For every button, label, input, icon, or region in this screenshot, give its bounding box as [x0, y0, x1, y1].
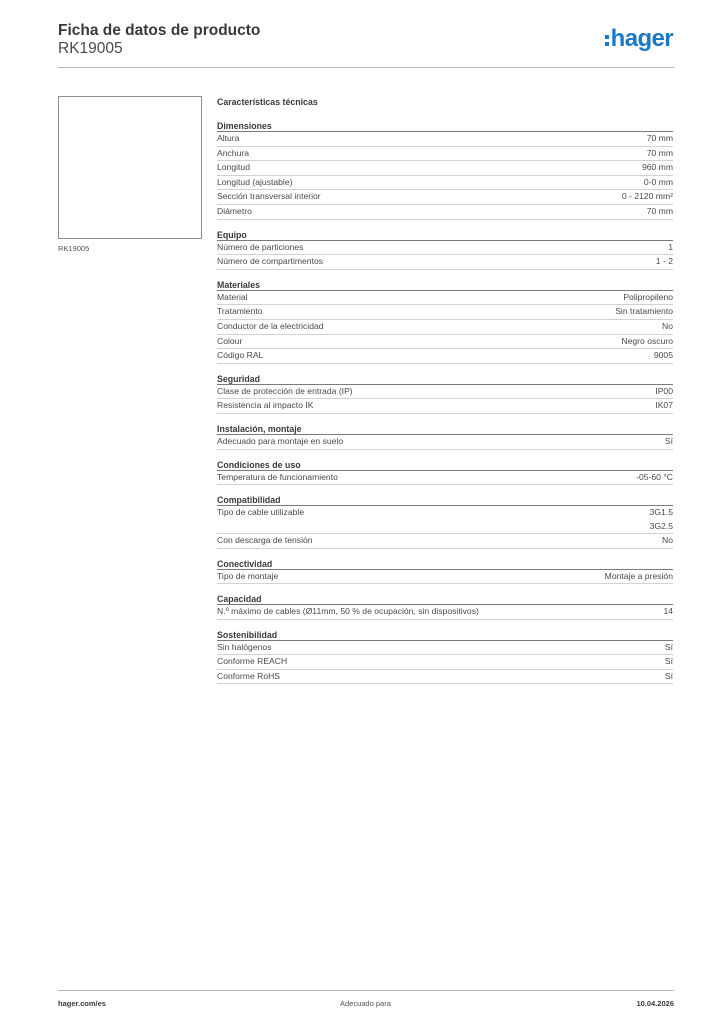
product-image-caption: RK19005 [58, 244, 90, 253]
logo-dots-icon [605, 35, 609, 46]
spec-label: Tratamiento [217, 306, 263, 317]
spec-value-text: IP00 [655, 385, 673, 396]
spec-value [665, 655, 673, 668]
spec-section [217, 593, 673, 620]
section-title: Seguridad [217, 373, 673, 385]
section-title: Instalación, montaje [217, 423, 673, 435]
spec-value-text: 0-0 mm [643, 176, 673, 187]
spec-section [217, 558, 673, 585]
spec-value-text: Polipropileno [623, 291, 673, 302]
spec-value-text: 9005 [653, 350, 673, 361]
spec-row [217, 161, 673, 176]
spec-label: Conforme RoHS [217, 670, 281, 681]
section-title: Dimensiones [217, 120, 673, 132]
spec-value-text: Sin tratamiento [615, 306, 673, 317]
spec-value [642, 161, 673, 174]
spec-value [665, 435, 673, 448]
spec-label: Clase de protección de entrada (IP) [217, 385, 353, 396]
spec-section [217, 120, 673, 220]
spec-label: Número de particiones [217, 241, 304, 252]
spec-value [644, 176, 673, 189]
spec-sections [217, 120, 673, 684]
spec-row [217, 349, 673, 364]
spec-value-text: 14 [663, 606, 673, 617]
spec-section [217, 459, 673, 486]
specs-panel [217, 96, 673, 693]
spec-section [217, 279, 673, 364]
page-footer [58, 990, 674, 1010]
spec-row [217, 147, 673, 162]
spec-row [217, 399, 673, 414]
spec-row [217, 605, 673, 620]
spec-label: Anchura [217, 147, 250, 158]
spec-section [217, 629, 673, 685]
spec-value [663, 605, 673, 618]
spec-row [217, 385, 673, 400]
spec-value [654, 349, 673, 362]
spec-section [217, 373, 673, 414]
page-header [58, 22, 674, 68]
spec-label: Con descarga de tensión [217, 534, 313, 545]
spec-label: Código RAL [217, 350, 264, 361]
section-title: Conectividad [217, 558, 673, 570]
section-title: Condiciones de uso [217, 459, 673, 471]
spec-value [647, 132, 673, 145]
spec-value [665, 670, 673, 683]
spec-row [217, 241, 673, 256]
spec-row [217, 435, 673, 450]
spec-section [217, 494, 673, 548]
spec-row [217, 655, 673, 670]
spec-value [656, 255, 673, 268]
spec-value [623, 291, 673, 304]
spec-value [622, 190, 673, 203]
spec-value-text: 1 [668, 241, 673, 252]
spec-value [662, 534, 673, 547]
spec-value-text: 3G1.5 [649, 507, 673, 518]
spec-row [217, 670, 673, 685]
spec-label: Material [217, 291, 248, 302]
spec-value [615, 305, 673, 318]
spec-value [668, 241, 673, 254]
spec-value-text: 70 mm [646, 133, 673, 143]
spec-label: Altura [217, 133, 240, 143]
spec-value-text: -05-60 °C [636, 471, 673, 482]
spec-value-text: No [662, 320, 673, 331]
spec-label: Sección transversal interior [217, 191, 321, 202]
spec-row [217, 205, 673, 220]
spec-value-text: 0 - 2120 mm² [621, 191, 673, 202]
spec-row [217, 255, 673, 270]
spec-label: Longitud (ajustable) [217, 176, 293, 187]
spec-label: Adecuado para montaje en suelo [217, 435, 344, 446]
footer-date: 10.04.2026 [636, 999, 674, 1008]
spec-label: Longitud [217, 162, 250, 173]
spec-label: Sin halógenos [217, 641, 272, 652]
spec-label: Resistencia al impacto IK [217, 400, 314, 411]
spec-value-text: Montaje a presión [604, 570, 673, 581]
spec-value-text: No [662, 534, 673, 545]
spec-row [217, 132, 673, 147]
spec-section [217, 423, 673, 450]
spec-value [647, 147, 673, 160]
product-reference: RK19005 [58, 40, 123, 57]
spec-value [655, 399, 673, 412]
spec-row [217, 506, 673, 534]
spec-value [650, 506, 673, 533]
spec-section [217, 229, 673, 270]
logo-text: hager [610, 25, 673, 52]
spec-row [217, 291, 673, 306]
spec-value-text: 3G2.5 [649, 520, 673, 531]
spec-row [217, 641, 673, 656]
section-title: Sostenibilidad [217, 629, 673, 641]
spec-value [662, 320, 673, 333]
spec-row [217, 190, 673, 205]
spec-row [217, 335, 673, 350]
spec-value [621, 335, 673, 348]
spec-row [217, 534, 673, 549]
spec-value-text: 1 - 2 [655, 256, 673, 267]
spec-value-text: Sí [664, 435, 673, 446]
footer-center-text: Adecuado para [340, 999, 391, 1008]
spec-row [217, 305, 673, 320]
spec-value-text: Sí [664, 641, 673, 652]
section-title: Equipo [217, 229, 673, 241]
specs-title: Características técnicas [217, 97, 318, 107]
spec-label: Número de compartimentos [217, 256, 324, 267]
page-title: Ficha de datos de producto [58, 22, 261, 39]
spec-label: Colour [217, 335, 243, 346]
spec-value-text: IK07 [655, 400, 673, 411]
spec-value-text: Sí [664, 670, 673, 681]
spec-label: N.º máximo de cables (Ø11mm, 50 % de ocupación, sin dispositivos) [217, 606, 479, 617]
spec-value-text: 70 mm [646, 205, 673, 216]
spec-value [647, 205, 673, 218]
spec-value-text: Negro oscuro [621, 335, 673, 346]
section-title: Compatibilidad [217, 494, 673, 506]
spec-value [605, 570, 673, 583]
footer-website: hager.com/es [58, 999, 106, 1008]
spec-value-text: Sí [664, 656, 673, 667]
spec-row [217, 320, 673, 335]
spec-value [655, 385, 673, 398]
spec-row [217, 570, 673, 585]
spec-row [217, 176, 673, 191]
product-image [58, 96, 202, 239]
spec-label: Diámetro [217, 205, 252, 216]
spec-label: Tipo de cable utilizable [217, 507, 305, 518]
section-title: Materiales [217, 279, 673, 291]
spec-value [636, 471, 673, 484]
spec-label: Tipo de montaje [217, 570, 279, 581]
spec-label: Temperatura de funcionamiento [217, 471, 338, 482]
hager-logo [605, 27, 673, 51]
spec-value-text: 70 mm [646, 147, 673, 158]
spec-value [665, 641, 673, 654]
spec-label: Conforme REACH [217, 656, 288, 667]
spec-value-text: 960 mm [641, 162, 673, 173]
spec-row [217, 471, 673, 486]
spec-label: Conductor de la electricidad [217, 320, 324, 331]
section-title: Capacidad [217, 593, 673, 605]
